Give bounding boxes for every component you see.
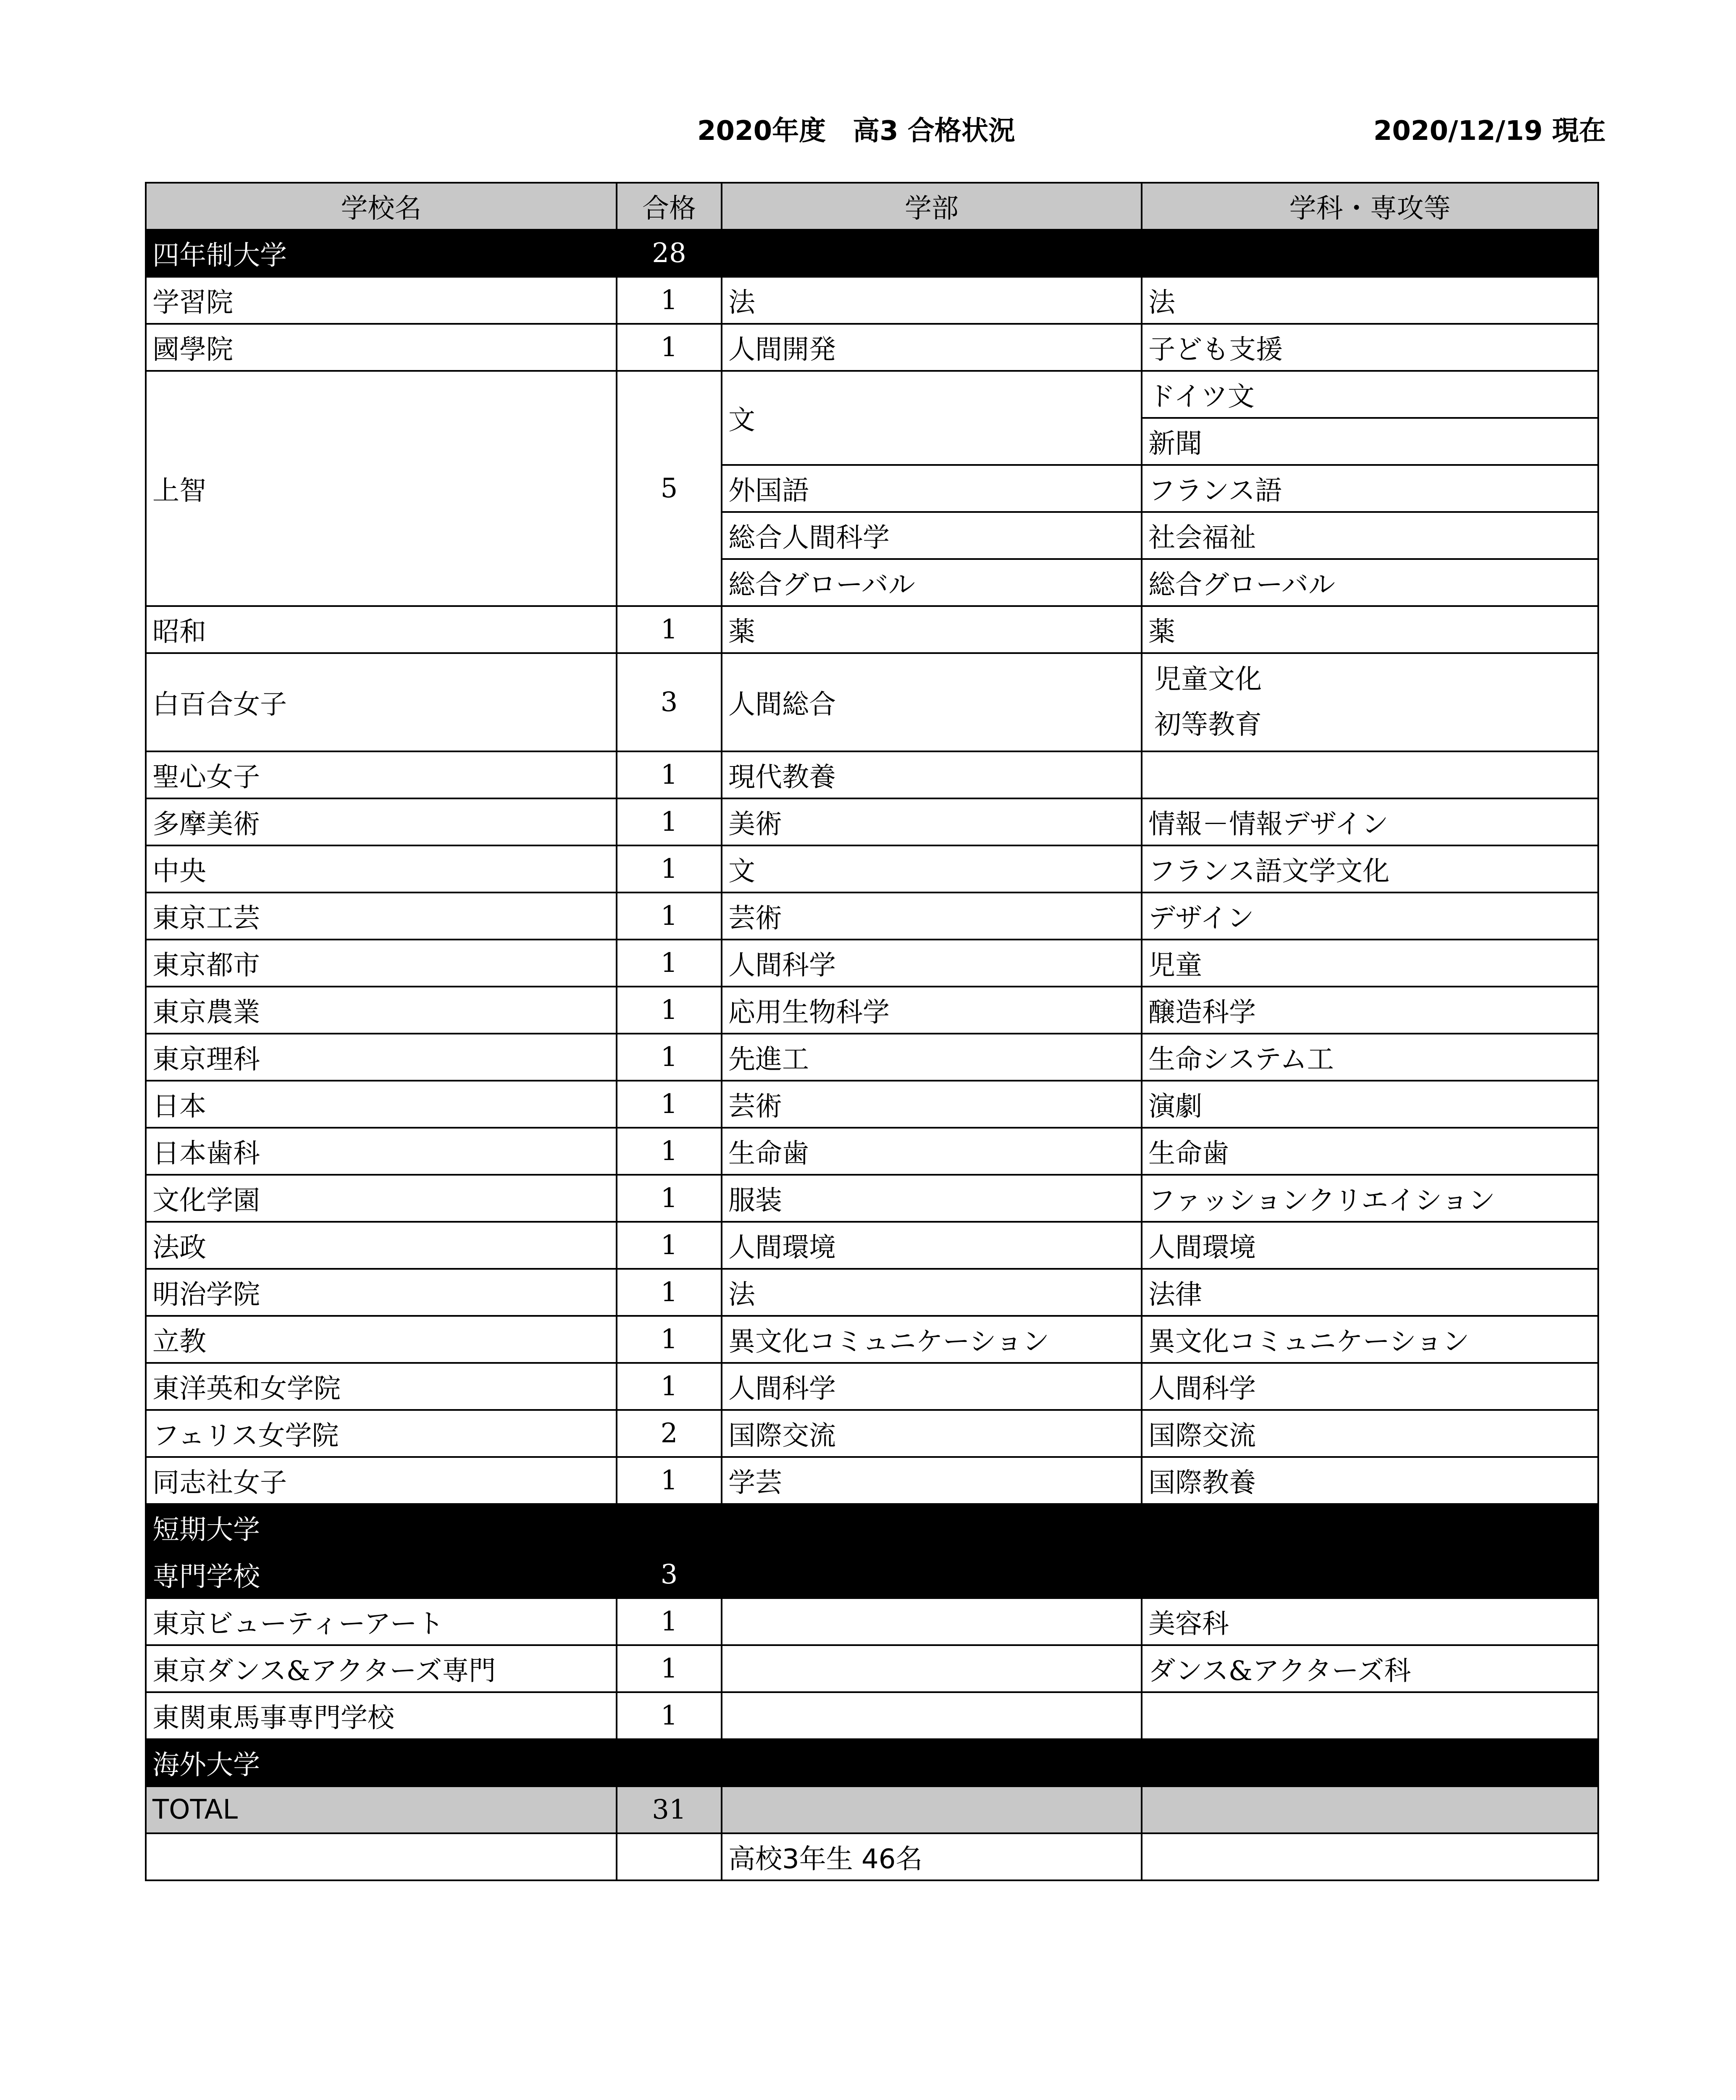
- table-row: [146, 1363, 1598, 1410]
- school-cell: 東洋英和女学院: [146, 1363, 617, 1410]
- table-row: [146, 277, 1598, 324]
- faculty-cell: 外国語: [722, 465, 1142, 512]
- dept-cell: 社会福祉: [1142, 512, 1598, 559]
- col-count: 合格: [617, 183, 722, 230]
- count-cell: 1: [617, 1222, 722, 1269]
- table-row: [146, 1316, 1598, 1363]
- col-dept: 学科・専攻等: [1142, 183, 1598, 230]
- section-row-univ: [146, 230, 1598, 277]
- table-row: [146, 892, 1598, 940]
- dept-cell: 生命歯: [1142, 1128, 1598, 1175]
- total-label: TOTAL: [146, 1786, 617, 1833]
- faculty-cell: 現代教養: [722, 751, 1142, 798]
- faculty-cell: 先進工: [722, 1034, 1142, 1081]
- faculty-cell: 法: [722, 277, 1142, 324]
- school-cell: 昭和: [146, 606, 617, 653]
- count-cell: 1: [617, 1363, 722, 1410]
- school-cell: 明治学院: [146, 1269, 617, 1316]
- count-cell: 1: [617, 324, 722, 371]
- table-row: [146, 324, 1598, 371]
- table-row: [146, 1598, 1598, 1645]
- dept-cell: [1142, 653, 1598, 751]
- faculty-cell: 応用生物科学: [722, 987, 1142, 1034]
- total-row: [146, 1786, 1598, 1833]
- dept-cell: 子ども支援: [1142, 324, 1598, 371]
- count-cell: 5: [617, 371, 722, 606]
- table-row: [146, 1457, 1598, 1504]
- dept-cell: 国際教養: [1142, 1457, 1598, 1504]
- dept-cell: 人間環境: [1142, 1222, 1598, 1269]
- count-cell: 1: [617, 1081, 722, 1128]
- school-cell: 学習院: [146, 277, 617, 324]
- school-cell: 東関東馬事専門学校: [146, 1692, 617, 1739]
- school-cell: 同志社女子: [146, 1457, 617, 1504]
- faculty-cell: 美術: [722, 798, 1142, 845]
- section-row-junior: [146, 1504, 1598, 1551]
- school-cell: 東京工芸: [146, 892, 617, 940]
- dept-cell: 生命システム工: [1142, 1034, 1598, 1081]
- school-cell: 日本: [146, 1081, 617, 1128]
- school-cell: フェリス女学院: [146, 1410, 617, 1457]
- dept-cell: フランス語: [1142, 465, 1598, 512]
- dept-cell: 法律: [1142, 1269, 1598, 1316]
- count-cell: 1: [617, 845, 722, 892]
- dept-cell: フランス語文学文化: [1142, 845, 1598, 892]
- faculty-cell: 文: [722, 845, 1142, 892]
- faculty-cell: 総合グローバル: [722, 559, 1142, 606]
- dept-cell: [1142, 1692, 1598, 1739]
- table-header-row: [146, 183, 1598, 230]
- faculty-cell: 人間環境: [722, 1222, 1142, 1269]
- dept-cell: ファッションクリエイション: [1142, 1175, 1598, 1222]
- count-cell: 1: [617, 798, 722, 845]
- table-row: [146, 1645, 1598, 1692]
- dept-cell: 醸造科学: [1142, 987, 1598, 1034]
- results-table: [145, 182, 1599, 1881]
- dept-cell: 人間科学: [1142, 1363, 1598, 1410]
- dept-cell: ドイツ文: [1142, 371, 1598, 418]
- total-count: 31: [617, 1786, 722, 1833]
- table-row: [146, 1269, 1598, 1316]
- section-label: 短期大学: [146, 1504, 617, 1551]
- section-label: 海外大学: [146, 1739, 617, 1786]
- school-cell: 日本歯科: [146, 1128, 617, 1175]
- school-cell: 國學院: [146, 324, 617, 371]
- dept-cell: 国際交流: [1142, 1410, 1598, 1457]
- dept-cell: [1142, 751, 1598, 798]
- table-row: [146, 1034, 1598, 1081]
- school-cell: 東京ダンス&アクターズ専門: [146, 1645, 617, 1692]
- section-row-overseas: [146, 1739, 1598, 1786]
- table-row: [146, 1692, 1598, 1739]
- school-cell: 中央: [146, 845, 617, 892]
- table-row: [146, 751, 1598, 798]
- count-cell: 1: [617, 277, 722, 324]
- faculty-cell: [722, 1598, 1142, 1645]
- school-cell: 東京都市: [146, 940, 617, 987]
- count-cell: 1: [617, 892, 722, 940]
- faculty-cell: 薬: [722, 606, 1142, 653]
- note-row: [146, 1833, 1598, 1880]
- school-cell: 文化学園: [146, 1175, 617, 1222]
- table-row: [146, 987, 1598, 1034]
- count-cell: 1: [617, 1175, 722, 1222]
- page-title: 2020年度 高3 合格状況: [697, 116, 1015, 147]
- dept-cell: 法: [1142, 277, 1598, 324]
- dept-line: 児童文化: [1154, 664, 1262, 695]
- table-row: [146, 940, 1598, 987]
- table-row: [146, 1128, 1598, 1175]
- table-row: [146, 1222, 1598, 1269]
- school-cell: 白百合女子: [146, 653, 617, 751]
- section-count: 28: [617, 230, 722, 277]
- count-cell: 3: [617, 653, 722, 751]
- school-cell: 聖心女子: [146, 751, 617, 798]
- count-cell: 1: [617, 606, 722, 653]
- count-cell: 2: [617, 1410, 722, 1457]
- school-cell: 東京ビューティーアート: [146, 1598, 617, 1645]
- school-cell: 東京農業: [146, 987, 617, 1034]
- table-row: [146, 798, 1598, 845]
- faculty-cell: 生命歯: [722, 1128, 1142, 1175]
- count-cell: 1: [617, 751, 722, 798]
- report-date: 2020/12/19 現在: [1373, 116, 1606, 147]
- count-cell: 1: [617, 1645, 722, 1692]
- faculty-cell: 法: [722, 1269, 1142, 1316]
- school-cell: 上智: [146, 371, 617, 606]
- count-cell: 1: [617, 940, 722, 987]
- count-cell: 1: [617, 1598, 722, 1645]
- dept-cell: 薬: [1142, 606, 1598, 653]
- col-faculty: 学部: [722, 183, 1142, 230]
- section-count: [617, 1739, 722, 1786]
- count-cell: 1: [617, 1269, 722, 1316]
- faculty-cell: 芸術: [722, 892, 1142, 940]
- dept-cell: 児童: [1142, 940, 1598, 987]
- section-label: 四年制大学: [146, 230, 617, 277]
- student-count-note: 高校3年生 46名: [722, 1833, 1142, 1880]
- faculty-cell: 芸術: [722, 1081, 1142, 1128]
- count-cell: 1: [617, 1128, 722, 1175]
- count-cell: 1: [617, 1692, 722, 1739]
- faculty-cell: 人間開発: [722, 324, 1142, 371]
- faculty-cell: 総合人間科学: [722, 512, 1142, 559]
- table-row: [146, 371, 1598, 418]
- dept-cell: 異文化コミュニケーション: [1142, 1316, 1598, 1363]
- faculty-cell: 服装: [722, 1175, 1142, 1222]
- section-count: 3: [617, 1551, 722, 1598]
- dept-cell: 新聞: [1142, 418, 1598, 465]
- faculty-cell: 人間科学: [722, 1363, 1142, 1410]
- table-row: [146, 1081, 1598, 1128]
- count-cell: 1: [617, 1034, 722, 1081]
- table-row: [146, 653, 1598, 751]
- dept-cell: 総合グローバル: [1142, 559, 1598, 606]
- faculty-cell: 人間科学: [722, 940, 1142, 987]
- school-cell: 東京理科: [146, 1034, 617, 1081]
- faculty-cell: 人間総合: [722, 653, 1142, 751]
- dept-cell: ダンス&アクターズ科: [1142, 1645, 1598, 1692]
- table-row: [146, 845, 1598, 892]
- count-cell: 1: [617, 1316, 722, 1363]
- school-cell: 立教: [146, 1316, 617, 1363]
- school-cell: 多摩美術: [146, 798, 617, 845]
- dept-line: 初等教育: [1154, 709, 1262, 740]
- faculty-cell: 学芸: [722, 1457, 1142, 1504]
- count-cell: 1: [617, 987, 722, 1034]
- col-school: 学校名: [146, 183, 617, 230]
- faculty-cell: 異文化コミュニケーション: [722, 1316, 1142, 1363]
- section-label: 専門学校: [146, 1551, 617, 1598]
- dept-cell: 演劇: [1142, 1081, 1598, 1128]
- faculty-cell: 文: [722, 371, 1142, 465]
- faculty-cell: 国際交流: [722, 1410, 1142, 1457]
- faculty-cell: [722, 1692, 1142, 1739]
- section-count: [617, 1504, 722, 1551]
- table-row: [146, 606, 1598, 653]
- dept-cell: デザイン: [1142, 892, 1598, 940]
- school-cell: 法政: [146, 1222, 617, 1269]
- table-row: [146, 1410, 1598, 1457]
- count-cell: 1: [617, 1457, 722, 1504]
- faculty-cell: [722, 1645, 1142, 1692]
- dept-cell: 情報－情報デザイン: [1142, 798, 1598, 845]
- section-row-vocational: [146, 1551, 1598, 1598]
- table-row: [146, 1175, 1598, 1222]
- dept-cell: 美容科: [1142, 1598, 1598, 1645]
